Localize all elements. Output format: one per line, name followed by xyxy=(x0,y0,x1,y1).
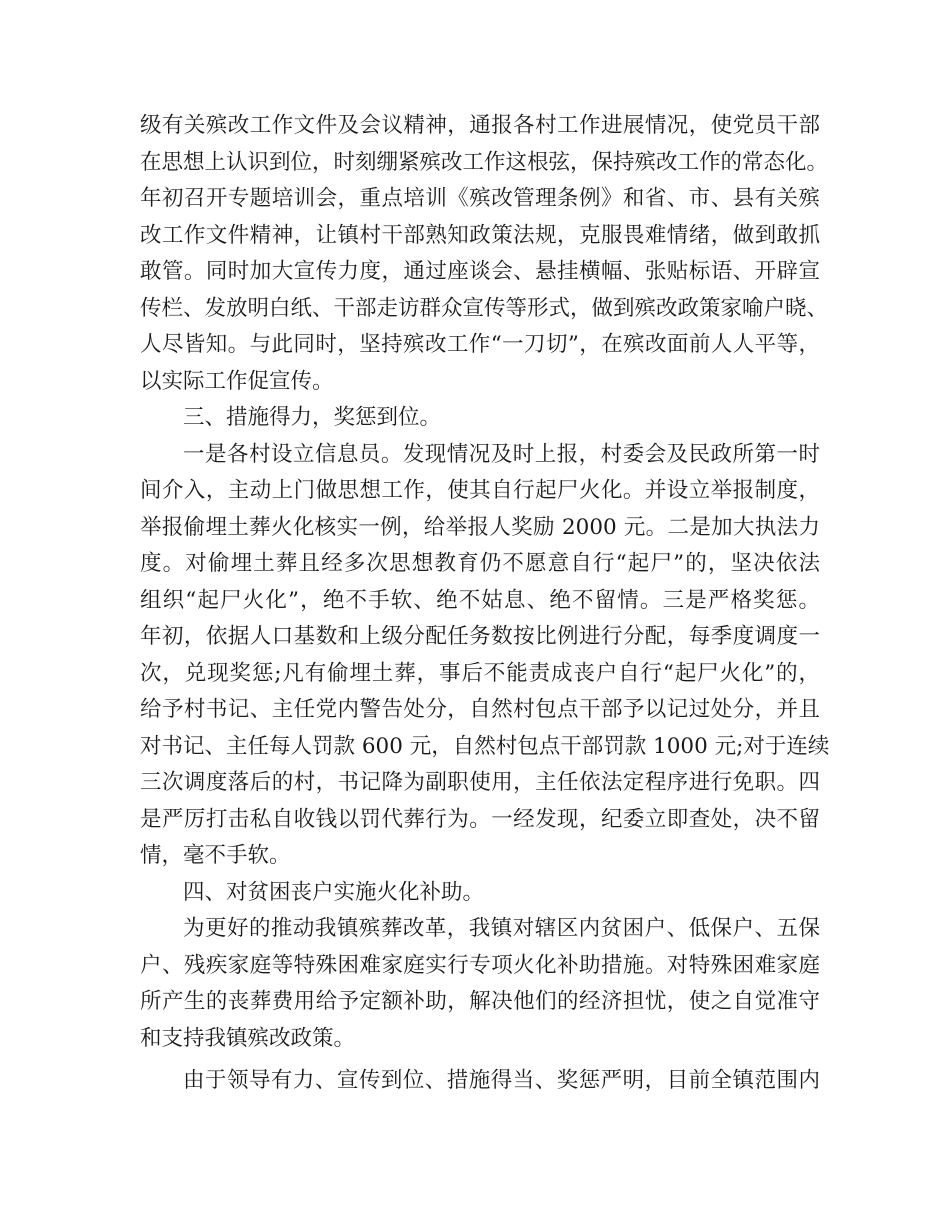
text-line: 情，毫不手软。 xyxy=(140,843,291,868)
text-line: 由于领导有力、宣传到位、措施得当、奖惩严明，目前全镇范围内 xyxy=(183,1068,820,1093)
text-line: 三次调度落后的村，书记降为副职使用，主任依法定程序进行免职。四 xyxy=(140,770,820,795)
text-line: 级有关殡改工作文件及会议精神，通报各村工作进展情况，使党员干部 xyxy=(140,113,820,138)
text-line: 间介入，主动上门做思想工作，使其自行起尸火化。并设立举报制度， xyxy=(140,478,820,503)
text-line: 组织“起尸火化”，绝不手软、绝不姑息、绝不留情。三是严格奖惩。 xyxy=(140,587,820,613)
text-line: 传栏、发放明白纸、干部走访群众宣传等形式，做到殡改政策家喻户晓、 xyxy=(140,295,829,321)
section-heading: 三、措施得力，奖惩到位。 xyxy=(183,405,442,430)
text-line: 在思想上认识到位，时刻绷紧殡改工作这根弦，保持殡改工作的常态化。 xyxy=(140,149,829,175)
text-line: 年初，依据人口基数和上级分配任务数按比例进行分配，每季度调度一 xyxy=(140,624,820,649)
text-line: 改工作文件精神，让镇村干部熟知政策法规，克服畏难情绪，做到敢抓 xyxy=(140,222,820,248)
text-line: 人尽皆知。与此同时，坚持殡改工作“一刀切”，在殡改面前人人平等， xyxy=(140,332,820,357)
text-line: 户、残疾家庭等特殊困难家庭实行专项火化补助措施。对特殊困难家庭 xyxy=(140,952,820,978)
text-line: 年初召开专题培训会，重点培训《殡改管理条例》和省、市、县有关殡 xyxy=(140,186,820,211)
text-line: 度。对偷埋土葬且经多次思想教育仍不愿意自行“起尸”的，坚决依法 xyxy=(140,551,820,576)
text-line: 和支持我镇殡改政策。 xyxy=(140,1025,356,1051)
text-line: 所产生的丧葬费用给予定额补助，解决他们的经济担忧，使之自觉准守 xyxy=(140,989,820,1014)
text-line: 敢管。同时加大宣传力度，通过座谈会、悬挂横幅、张贴标语、开辟宣 xyxy=(140,259,820,284)
text-line: 以实际工作促宣传。 xyxy=(140,368,334,394)
text-line: 是严厉打击私自收钱以罚代葬行为。一经发现，纪委立即查处，决不留 xyxy=(140,806,820,832)
text-line: 为更好的推动我镇殡葬改革，我镇对辖区内贫困户、低保户、五保 xyxy=(183,916,820,941)
section-heading: 四、对贫困丧户实施火化补助。 xyxy=(183,879,485,905)
text-line: 给予村书记、主任党内警告处分，自然村包点干部予以记过处分，并且 xyxy=(140,697,820,722)
text-line: 举报偷埋土葬火化核实一例，给举报人奖励 2000 元。二是加大执法力 xyxy=(140,514,820,540)
text-line: 一是各村设立信息员。发现情况及时上报，村委会及民政所第一时 xyxy=(183,441,820,467)
text-line: 对书记、主任每人罚款 600 元，自然村包点干部罚款 1000 元;对于连续 xyxy=(140,733,830,759)
document-body xyxy=(140,108,830,1100)
text-line: 次，兑现奖惩;凡有偷埋土葬，事后不能责成丧户自行“起尸火化”的， xyxy=(140,660,820,686)
